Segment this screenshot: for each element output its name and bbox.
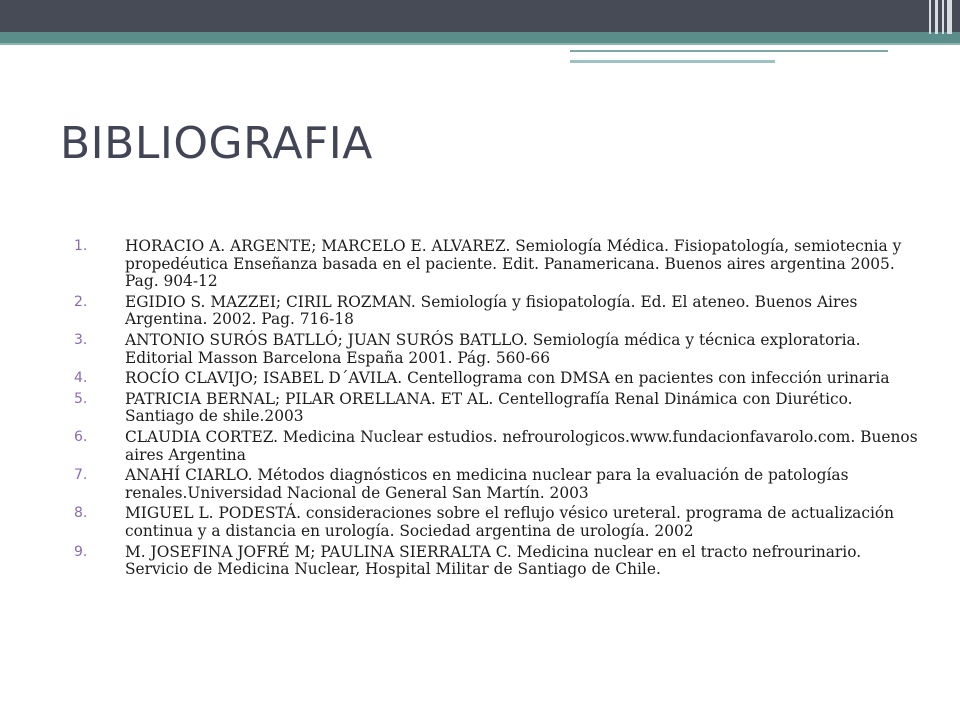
reference-number: 8. bbox=[74, 505, 88, 522]
header-dark-band bbox=[0, 0, 960, 32]
reference-item bbox=[60, 332, 920, 367]
header-decor-bar bbox=[942, 0, 944, 34]
header-accent-strip bbox=[570, 50, 888, 52]
header-decor-bar bbox=[947, 0, 952, 34]
reference-item bbox=[60, 294, 920, 329]
reference-text: ANTONIO SURÓS BATLLÓ; JUAN SURÓS BATLLO. Semiología médica y técnica exploratoria. Editorial Masson Barcelona España 2001. Pág. 560-66 bbox=[125, 330, 861, 367]
reference-item bbox=[60, 505, 920, 540]
header-accent-strip-short bbox=[570, 60, 775, 63]
reference-list bbox=[60, 238, 920, 582]
header-decor-bar bbox=[929, 0, 931, 34]
header-teal-line bbox=[0, 43, 960, 45]
reference-number: 2. bbox=[74, 293, 88, 310]
reference-number: 3. bbox=[74, 331, 88, 348]
header-teal-band bbox=[0, 32, 960, 43]
reference-number: 7. bbox=[74, 467, 88, 484]
reference-number: 1. bbox=[74, 238, 88, 254]
reference-number: 6. bbox=[74, 428, 88, 445]
reference-text: MIGUEL L. PODESTÁ. consideraciones sobre el reflujo vésico ureteral. programa de actualización continua y a distancia en urología. Sociedad argentina de urología. 2002 bbox=[125, 504, 895, 540]
reference-item bbox=[60, 544, 920, 579]
reference-item bbox=[60, 467, 920, 502]
reference-number: 9. bbox=[74, 543, 88, 560]
slide-title: BIBLIOGRAFIA bbox=[60, 118, 373, 169]
reference-item bbox=[60, 391, 920, 426]
reference-text: ANAHÍ CIARLO. Métodos diagnósticos en medicina nuclear para la evaluación de patologías renales.Universidad Nacional de General San Martín. 2003 bbox=[125, 466, 849, 502]
reference-number: 4. bbox=[74, 370, 88, 387]
reference-text: PATRICIA BERNAL; PILAR ORELLANA. ET AL. Centellografía Renal Dinámica con Diurético. Santiago de shile.2003 bbox=[125, 389, 853, 426]
reference-text: M. JOSEFINA JOFRÉ M; PAULINA SIERRALTA C. Medicina nuclear en el tracto nefrourinario. Servicio de Medicina Nuclear, Hospital Militar de Santiago de Chile. bbox=[125, 542, 862, 579]
reference-text: EGIDIO S. MAZZEI; CIRIL ROZMAN. Semiología y fisiopatología. Ed. El ateneo. Buenos Aires Argentina. 2002. Pag. 716-18 bbox=[125, 292, 858, 329]
reference-number: 5. bbox=[74, 390, 88, 407]
reference-item bbox=[60, 238, 920, 291]
header-decor-bar bbox=[935, 0, 938, 34]
reference-item bbox=[60, 429, 920, 464]
reference-item bbox=[60, 370, 920, 388]
reference-text: ROCÍO CLAVIJO; ISABEL D´AVILA. Centellograma con DMSA en pacientes con infección urinaria bbox=[125, 369, 890, 388]
reference-text: HORACIO A. ARGENTE; MARCELO E. ALVAREZ. Semiología Médica. Fisiopatología, semiotecnia y propedéutica Enseñanza basada en el paciente. Edit. Panamericana. Buenos aires argentina 2005. Pag. 904-12 bbox=[125, 237, 902, 291]
reference-text: CLAUDIA CORTEZ. Medicina Nuclear estudios. nefrourologicos.www.fundacionfavarolo.com. Buenos aires Argentina bbox=[125, 427, 918, 464]
